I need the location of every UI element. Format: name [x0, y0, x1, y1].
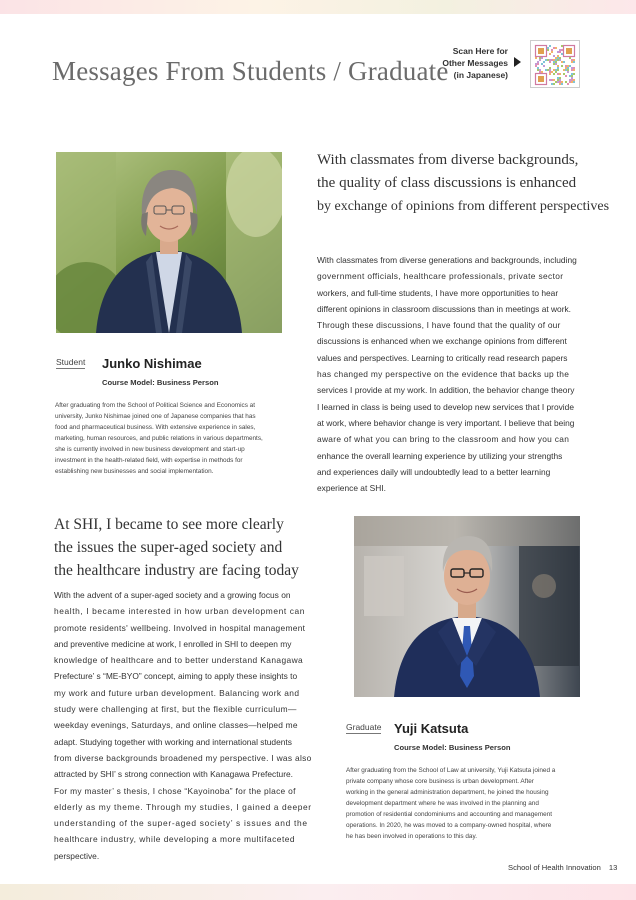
scan-line: Scan Here for [452, 46, 508, 56]
scan-instructions [440, 45, 508, 81]
student-photo [56, 152, 282, 333]
bio-line: private company whose core business is urban development. After [346, 778, 534, 785]
body-line: workers, and full-time students, I have more opportunities to hear [317, 287, 559, 298]
body-line: perspective. [54, 850, 100, 861]
body-line: has changed my perspective on the evidence that backs up the [317, 369, 570, 380]
bio-line: marketing, human resources, and public relations in various departments, [55, 435, 263, 442]
graduate-bio [346, 765, 580, 842]
bio-line: university, Junko Nishimae joined one of Japanese companies that has [55, 413, 256, 420]
bio-line: he has been involved in operations to this day. [346, 833, 477, 840]
body-line: Prefecture’ s “ME-BYO” concept, aiming to apply these insights to [54, 671, 298, 682]
headline-line: the healthcare industry are facing today [54, 562, 299, 579]
student-role-label: Student [56, 357, 86, 367]
body-line: discussions is enhanced when we exchange opinions from different [317, 336, 567, 347]
body-line: understanding of the super-aged society’ s issues and the [54, 818, 308, 829]
scan-line: (in Japanese) [453, 70, 508, 80]
body-line: knowledge of healthcare and to better understand Kanagawa [54, 655, 304, 666]
body-line: enhance the overall learning experience by utilizing your strengths [317, 450, 563, 461]
body-line: different opinions in classroom discussions than in meetings at work. [317, 303, 572, 314]
body-line: weekday evenings, Saturdays, and online classes—helped me [54, 720, 298, 731]
body-line: attracted by SHI’ s strong connection with Kanagawa Prefecture. [54, 769, 293, 780]
headline-line: by exchange of opinions from different perspectives [317, 199, 610, 214]
body-line: With the advent of a super-aged society and a growing focus on [54, 590, 291, 600]
body-line: adapt. Studying together with working and international students [54, 736, 292, 747]
footer-school-name: School of Health Innovation [508, 863, 601, 872]
student-name: Junko Nishimae [102, 356, 202, 371]
body-line: I learned in class is being used to develop new services that I provide [317, 401, 574, 412]
page-number: 13 [608, 863, 618, 872]
graduate-message [54, 587, 318, 864]
body-line: experience at SHI. [317, 483, 386, 494]
body-line: health, I became interested in how urban development can [54, 606, 306, 617]
body-line: With classmates from diverse generations and backgrounds, including [317, 255, 577, 265]
bio-line: working in the general administration department, he joined the housing [346, 789, 549, 796]
body-line: and experiences daily will undoubtedly lead to a better learning [317, 466, 551, 477]
body-line: promote residents' wellbeing. Involved in hospital management [54, 622, 306, 633]
headline-line: the quality of class discussions is enhanced [317, 175, 577, 191]
body-line: government officials, healthcare professionals, private sector [317, 271, 564, 282]
graduate-photo [354, 516, 580, 697]
bio-line: After graduating from the School of Political Science and Economics at [55, 402, 255, 409]
student-bio [55, 400, 287, 477]
body-line: study were challenging at first, but the flexible curriculum— [54, 704, 297, 715]
bio-line: development department where he was involved in the planning and [346, 800, 539, 807]
body-line: values and perspectives. Learning to critically read research papers [317, 352, 568, 363]
graduate-name: Yuji Katsuta [394, 721, 469, 736]
body-line: elderly as my theme. Through my studies, I gained a deeper [54, 801, 312, 812]
headline-line: At SHI, I became to see more clearly [54, 516, 284, 533]
bio-line: establishing new businesses and social implementation. [55, 468, 214, 475]
student-message [317, 252, 580, 496]
graduate-course-model: Course Model: Business Person [394, 743, 511, 752]
bottom-color-band [0, 884, 636, 900]
arrow-right-icon [514, 57, 521, 67]
graduate-role-label: Graduate [346, 722, 382, 732]
headline-line: the issues the super-aged society and [54, 539, 283, 556]
body-line: healthcare industry, while developing a more multifaceted [54, 834, 296, 845]
student-course-model: Course Model: Business Person [102, 378, 219, 387]
body-line: and preventive medicine at work, I enrolled in SHI to deepen my [54, 638, 292, 649]
page-title: Messages From Students / Graduate [52, 56, 449, 86]
bio-line: she is currently involved in new business development and start-up [55, 446, 245, 453]
bio-line: investment in the health-related field, with expertise in methods for [55, 457, 243, 464]
student-headline [317, 149, 609, 218]
page-footer [508, 863, 617, 872]
bio-line: food and pharmaceutical business. With extensive experience in sales, [55, 424, 256, 431]
body-line: aware of what you can bring to the classroom and how you can [317, 434, 570, 445]
graduate-headline [54, 513, 299, 582]
scan-line: Other Messages [442, 58, 508, 68]
bio-line: promotion of residential condominiums and accounting and management [346, 811, 553, 818]
top-color-band [0, 0, 636, 14]
bio-line: After graduating from the School of Law at university, Yuji Katsuta joined a [346, 767, 556, 774]
body-line: at work, where behavior change is very important. I believe that being [317, 417, 575, 428]
headline-line: With classmates from diverse backgrounds, [317, 152, 579, 168]
body-line: from diverse backgrounds broadened my perspective. I was also [54, 752, 312, 763]
bio-line: operations. In 2020, he was moved to a company-owned hospital, where [346, 822, 552, 829]
body-line: For my master’ s thesis, I chose “Kayoinoba” for the place of [54, 785, 296, 796]
qr-code-icon[interactable] [530, 40, 580, 88]
body-line: services I provide at my work. In addition, the behavior change theory [317, 385, 575, 396]
body-line: Through these discussions, I have found that the quality of our [317, 320, 561, 331]
body-line: my work and future urban development. Balancing work and [54, 687, 300, 698]
